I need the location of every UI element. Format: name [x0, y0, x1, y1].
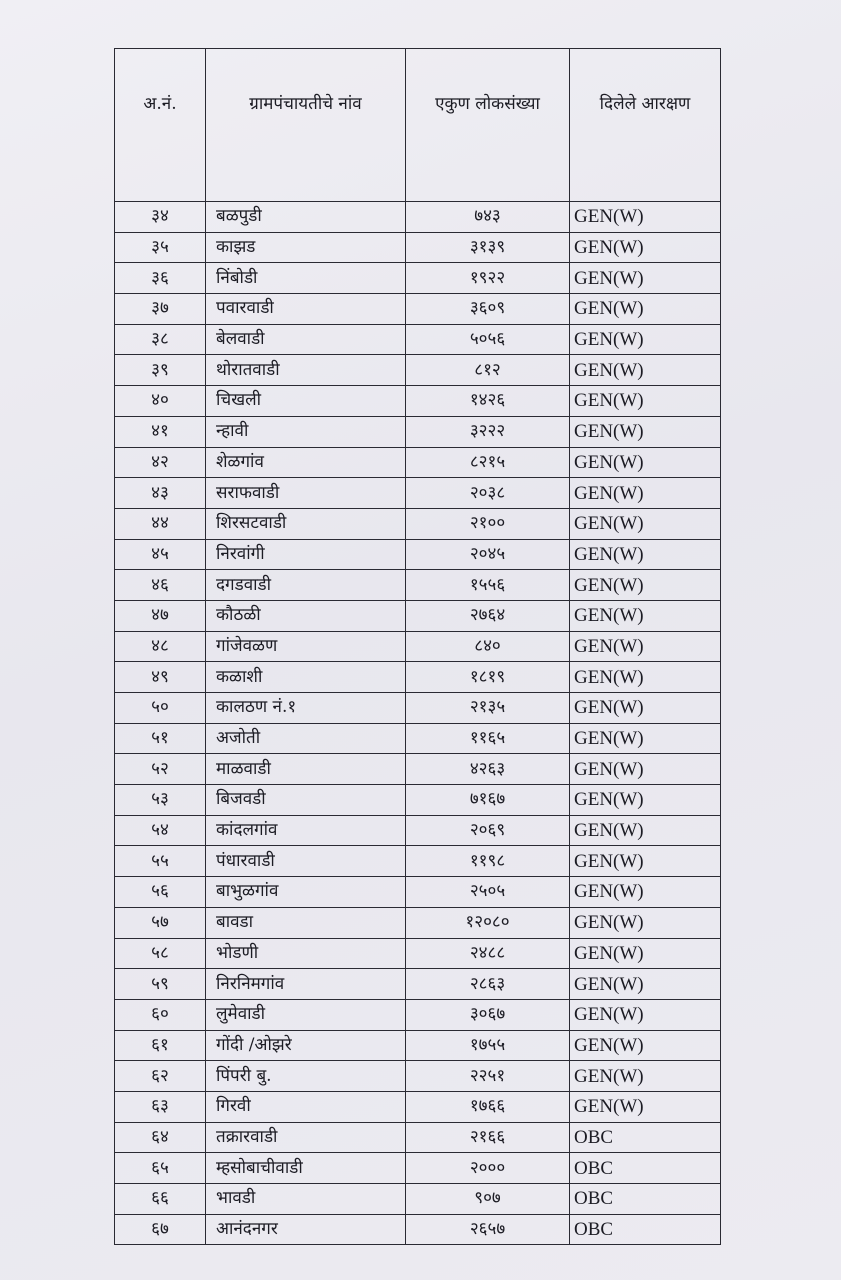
- population-cell: ५०५६: [406, 324, 570, 355]
- reservation-cell: OBC: [570, 1214, 721, 1245]
- table-row: [115, 693, 721, 724]
- table-header-row: [115, 49, 721, 202]
- name-cell: बिजवडी: [206, 785, 406, 816]
- population-cell: २१३५: [406, 693, 570, 724]
- reservation-cell: GEN(W): [570, 999, 721, 1030]
- population-cell: २१००: [406, 508, 570, 539]
- population-cell: ७१६७: [406, 785, 570, 816]
- header-total-population: एकुण लोकसंख्या: [406, 49, 570, 202]
- serial-cell: ४२: [115, 447, 206, 478]
- name-cell: निंबोडी: [206, 263, 406, 294]
- serial-cell: ६१: [115, 1030, 206, 1061]
- reservation-cell: GEN(W): [570, 1061, 721, 1092]
- reservation-cell: GEN(W): [570, 907, 721, 938]
- serial-cell: ३४: [115, 202, 206, 233]
- table-row: [115, 263, 721, 294]
- name-cell: तक्रारवाडी: [206, 1122, 406, 1153]
- serial-cell: ४३: [115, 478, 206, 509]
- reservation-table: [114, 48, 721, 1245]
- name-cell: अजोती: [206, 723, 406, 754]
- population-cell: ७४३: [406, 202, 570, 233]
- reservation-cell: GEN(W): [570, 815, 721, 846]
- population-cell: ८४०: [406, 631, 570, 662]
- header-reservation: दिलेले आरक्षण: [570, 49, 721, 202]
- name-cell: म्हसोबाचीवाडी: [206, 1153, 406, 1184]
- name-cell: पिंपरी बु.: [206, 1061, 406, 1092]
- table-row: [115, 662, 721, 693]
- table-row: [115, 202, 721, 233]
- serial-cell: ४४: [115, 508, 206, 539]
- reservation-cell: GEN(W): [570, 846, 721, 877]
- serial-cell: ५०: [115, 693, 206, 724]
- serial-cell: ५९: [115, 969, 206, 1000]
- serial-cell: ५४: [115, 815, 206, 846]
- population-cell: ३१३९: [406, 232, 570, 263]
- table-row: [115, 846, 721, 877]
- table-row: [115, 1030, 721, 1061]
- reservation-cell: GEN(W): [570, 1091, 721, 1122]
- reservation-cell: GEN(W): [570, 355, 721, 386]
- reservation-cell: OBC: [570, 1184, 721, 1215]
- name-cell: कळाशी: [206, 662, 406, 693]
- population-cell: २०६९: [406, 815, 570, 846]
- population-cell: १७६६: [406, 1091, 570, 1122]
- population-cell: ११९८: [406, 846, 570, 877]
- population-cell: २०४५: [406, 539, 570, 570]
- population-cell: ८२१५: [406, 447, 570, 478]
- serial-cell: ६५: [115, 1153, 206, 1184]
- name-cell: चिखली: [206, 386, 406, 417]
- population-cell: १४२६: [406, 386, 570, 417]
- reservation-cell: GEN(W): [570, 478, 721, 509]
- name-cell: बावडा: [206, 907, 406, 938]
- name-cell: कालठण नं.१: [206, 693, 406, 724]
- reservation-cell: GEN(W): [570, 508, 721, 539]
- reservation-cell: GEN(W): [570, 938, 721, 969]
- table-row: [115, 999, 721, 1030]
- name-cell: दगडवाडी: [206, 570, 406, 601]
- reservation-cell: GEN(W): [570, 263, 721, 294]
- reservation-cell: GEN(W): [570, 969, 721, 1000]
- reservation-cell: GEN(W): [570, 324, 721, 355]
- population-cell: २७६४: [406, 600, 570, 631]
- table-row: [115, 631, 721, 662]
- reservation-cell: GEN(W): [570, 570, 721, 601]
- reservation-cell: GEN(W): [570, 232, 721, 263]
- population-cell: २२५१: [406, 1061, 570, 1092]
- name-cell: कौठळी: [206, 600, 406, 631]
- header-gram-panchayat-name: ग्रामपंचायतीचे नांव: [206, 49, 406, 202]
- serial-cell: ६३: [115, 1091, 206, 1122]
- serial-cell: ६०: [115, 999, 206, 1030]
- serial-cell: ४५: [115, 539, 206, 570]
- population-cell: २५०५: [406, 877, 570, 908]
- population-cell: ४२६३: [406, 754, 570, 785]
- serial-cell: ४६: [115, 570, 206, 601]
- population-cell: १९२२: [406, 263, 570, 294]
- serial-cell: ५२: [115, 754, 206, 785]
- serial-cell: ४८: [115, 631, 206, 662]
- serial-cell: ४१: [115, 416, 206, 447]
- population-cell: ३६०९: [406, 294, 570, 325]
- reservation-cell: GEN(W): [570, 877, 721, 908]
- population-cell: ३०६७: [406, 999, 570, 1030]
- reservation-cell: GEN(W): [570, 662, 721, 693]
- population-cell: १७५५: [406, 1030, 570, 1061]
- serial-cell: ६२: [115, 1061, 206, 1092]
- reservation-cell: GEN(W): [570, 785, 721, 816]
- name-cell: भोडणी: [206, 938, 406, 969]
- serial-cell: ५३: [115, 785, 206, 816]
- population-cell: २८६३: [406, 969, 570, 1000]
- population-cell: ३२२२: [406, 416, 570, 447]
- table-row: [115, 478, 721, 509]
- serial-cell: ५६: [115, 877, 206, 908]
- reservation-cell: GEN(W): [570, 416, 721, 447]
- table-row: [115, 969, 721, 1000]
- table-row: [115, 1061, 721, 1092]
- name-cell: भावडी: [206, 1184, 406, 1215]
- population-cell: ८१२: [406, 355, 570, 386]
- serial-cell: ३५: [115, 232, 206, 263]
- table-row: [115, 1122, 721, 1153]
- header-serial-no: अ.नं.: [115, 49, 206, 202]
- reservation-cell: GEN(W): [570, 386, 721, 417]
- table-row: [115, 416, 721, 447]
- name-cell: निरनिमगांव: [206, 969, 406, 1000]
- reservation-cell: GEN(W): [570, 600, 721, 631]
- reservation-cell: GEN(W): [570, 539, 721, 570]
- reservation-cell: OBC: [570, 1122, 721, 1153]
- reservation-cell: GEN(W): [570, 631, 721, 662]
- serial-cell: ५७: [115, 907, 206, 938]
- name-cell: शिरसटवाडी: [206, 508, 406, 539]
- table-row: [115, 1214, 721, 1245]
- reservation-cell: GEN(W): [570, 202, 721, 233]
- name-cell: थोरातवाडी: [206, 355, 406, 386]
- table-row: [115, 785, 721, 816]
- name-cell: माळवाडी: [206, 754, 406, 785]
- name-cell: काझड: [206, 232, 406, 263]
- name-cell: पंधारवाडी: [206, 846, 406, 877]
- serial-cell: ४९: [115, 662, 206, 693]
- serial-cell: ३७: [115, 294, 206, 325]
- name-cell: पवारवाडी: [206, 294, 406, 325]
- serial-cell: ५५: [115, 846, 206, 877]
- reservation-cell: GEN(W): [570, 723, 721, 754]
- population-cell: १५५६: [406, 570, 570, 601]
- name-cell: बळपुडी: [206, 202, 406, 233]
- table-row: [115, 815, 721, 846]
- reservation-cell: GEN(W): [570, 294, 721, 325]
- name-cell: बेलवाडी: [206, 324, 406, 355]
- population-cell: ११६५: [406, 723, 570, 754]
- serial-cell: ६७: [115, 1214, 206, 1245]
- name-cell: निरवांगी: [206, 539, 406, 570]
- name-cell: बाभुळगांव: [206, 877, 406, 908]
- table-row: [115, 877, 721, 908]
- name-cell: कांदलगांव: [206, 815, 406, 846]
- serial-cell: ४०: [115, 386, 206, 417]
- serial-cell: ५८: [115, 938, 206, 969]
- table-row: [115, 723, 721, 754]
- table-row: [115, 324, 721, 355]
- population-cell: २०००: [406, 1153, 570, 1184]
- table-row: [115, 232, 721, 263]
- table-row: [115, 1091, 721, 1122]
- population-cell: २४८८: [406, 938, 570, 969]
- table-row: [115, 600, 721, 631]
- table-row: [115, 907, 721, 938]
- name-cell: आनंदनगर: [206, 1214, 406, 1245]
- table-row: [115, 294, 721, 325]
- name-cell: गोंदी /ओझरे: [206, 1030, 406, 1061]
- name-cell: गिरवी: [206, 1091, 406, 1122]
- population-cell: २६५७: [406, 1214, 570, 1245]
- reservation-cell: GEN(W): [570, 754, 721, 785]
- table-row: [115, 754, 721, 785]
- name-cell: लुमेवाडी: [206, 999, 406, 1030]
- name-cell: गांजेवळण: [206, 631, 406, 662]
- table-row: [115, 1184, 721, 1215]
- table-row: [115, 447, 721, 478]
- table-body: [115, 202, 721, 1245]
- table-row: [115, 938, 721, 969]
- reservation-document: [114, 48, 720, 1245]
- table-row: [115, 355, 721, 386]
- table-row: [115, 508, 721, 539]
- population-cell: १२०८०: [406, 907, 570, 938]
- table-row: [115, 539, 721, 570]
- serial-cell: ५१: [115, 723, 206, 754]
- reservation-cell: GEN(W): [570, 447, 721, 478]
- reservation-cell: GEN(W): [570, 693, 721, 724]
- serial-cell: ६४: [115, 1122, 206, 1153]
- population-cell: १८१९: [406, 662, 570, 693]
- serial-cell: ६६: [115, 1184, 206, 1215]
- reservation-cell: OBC: [570, 1153, 721, 1184]
- population-cell: २०३८: [406, 478, 570, 509]
- table-row: [115, 1153, 721, 1184]
- serial-cell: ३९: [115, 355, 206, 386]
- serial-cell: ४७: [115, 600, 206, 631]
- serial-cell: ३६: [115, 263, 206, 294]
- serial-cell: ३८: [115, 324, 206, 355]
- name-cell: न्हावी: [206, 416, 406, 447]
- table-row: [115, 386, 721, 417]
- population-cell: ९०७: [406, 1184, 570, 1215]
- name-cell: सराफवाडी: [206, 478, 406, 509]
- reservation-cell: GEN(W): [570, 1030, 721, 1061]
- name-cell: शेळगांव: [206, 447, 406, 478]
- table-row: [115, 570, 721, 601]
- population-cell: २१६६: [406, 1122, 570, 1153]
